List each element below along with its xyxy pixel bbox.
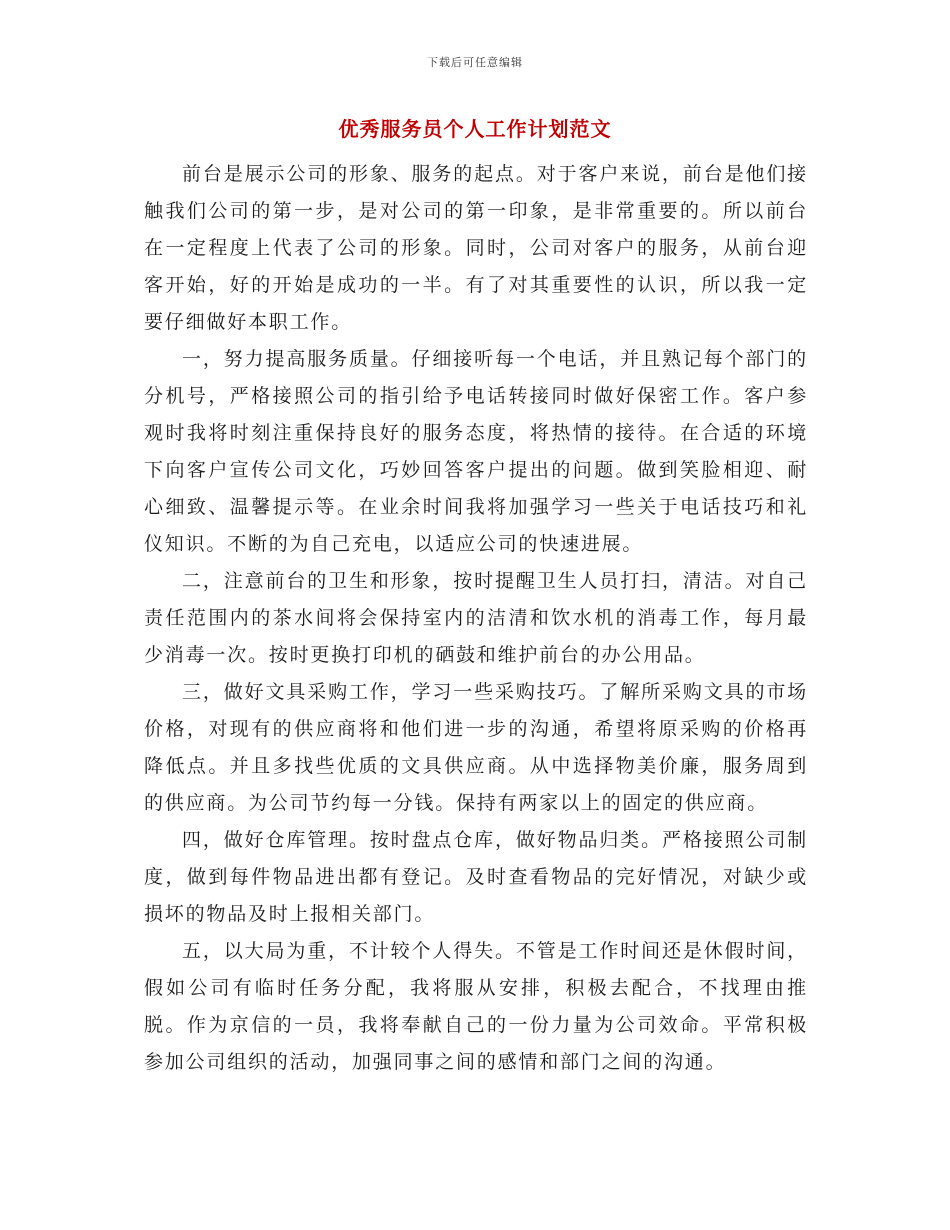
paragraph-item-5: 五，以大局为重，不计较个人得失。不管是工作时间还是休假时间，假如公司有临时任务分配，我将服从安排，积极去配合，不找理由推脱。作为京信的一员，我将奉献自己的一份力量为公司效命。平常积极参加公司组织的活动，加强同事之间的感情和部门之间的沟通。 <box>144 940 808 1073</box>
paragraph-item-4: 四，做好仓库管理。按时盘点仓库，做好物品归类。严格接照公司制度，做到每件物品进出都有登记。及时查看物品的完好情况，对缺少或损坏的物品及时上报相关部门。 <box>144 829 808 925</box>
header-note: 下载后可任意编辑 <box>427 56 523 69</box>
paragraph-item-1: 一，努力提高服务质量。仔细接听每一个电话，并且熟记每个部门的分机号，严格接照公司的指引给予电话转接同时做好保密工作。客户参观时我将时刻注重保持良好的服务态度，将热情的接待。在合适的环境下向客户宣传公司文化，巧妙回答客户提出的问题。做到笑脸相迎、耐心细致、温馨提示等。在业余时间我将加强学习一些关于电话技巧和礼仪知识。不断的为自己充电，以适应公司的快速进展。 <box>144 348 808 555</box>
document-body <box>144 156 808 1081</box>
paragraph-item-3: 三，做好文具采购工作，学习一些采购技巧。了解所采购文具的市场价格，对现有的供应商将和他们进一步的沟通，希望将原采购的价格再降低点。并且多找些优质的文具供应商。从中选择物美价廉，服务周到的供应商。为公司节约每一分钱。保持有两家以上的固定的供应商。 <box>144 681 808 814</box>
paragraph-intro: 前台是展示公司的形象、服务的起点。对于客户来说，前台是他们接触我们公司的第一步，是对公司的第一印象，是非常重要的。所以前台在一定程度上代表了公司的形象。同时，公司对客户的服务，从前台迎客开始，好的开始是成功的一半。有了对其重要性的认识，所以我一定要仔细做好本职工作。 <box>144 163 808 333</box>
document-title: 优秀服务员个人工作计划范文 <box>338 117 612 141</box>
paragraph-item-2: 二，注意前台的卫生和形象，按时提醒卫生人员打扫，清洁。对自己责任范围内的茶水间将会保持室内的洁清和饮水机的消毒工作，每月最少消毒一次。按时更换打印机的硒鼓和维护前台的办公用品。 <box>144 570 808 666</box>
